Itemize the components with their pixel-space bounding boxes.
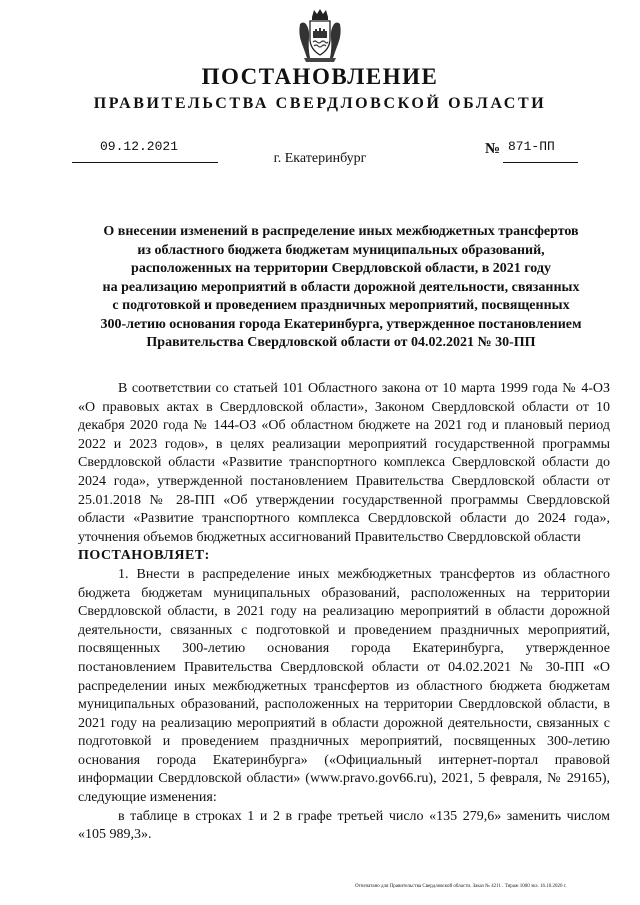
document-title: [78, 223, 604, 353]
title-line: расположенных на территории Свердловской области, в 2021 году: [131, 261, 551, 276]
number-sign: №: [485, 141, 501, 157]
city: г. Екатеринбург: [273, 151, 367, 166]
government-name: ПРАВИТЕЛЬСТВА СВЕРДЛОВСКОЙ ОБЛАСТИ: [93, 95, 547, 112]
change-paragraph: в таблице в строках 1 и 2 в графе третьей число «135 279,6» заменить числом «105 989,3».: [78, 808, 610, 843]
title-line: из областного бюджета бюджетам муниципальных образований,: [137, 242, 545, 258]
document-body: [78, 380, 610, 845]
resolves-heading: ПОСТАНОВЛЯЕТ:: [78, 548, 210, 564]
document-date: 09.12.2021: [100, 139, 179, 154]
title-line: с подготовкой и проведением праздничных мероприятий, посвященных: [112, 298, 570, 313]
document-type: ПОСТАНОВЛЕНИЕ: [201, 64, 439, 89]
title-line: 300-летию основания города Екатеринбурга, утвержденное постановлением: [100, 316, 582, 332]
print-note: Отпечатано для Правительства Свердловской области. Заказ № 4211 . Тираж 1000 экз. 16.10.2020 г.: [355, 884, 567, 889]
item-1-paragraph: 1. Внести в распределение иных межбюджетных трансфертов из областного бюджета бюджетам муниципальных образований, расположенных на территории Свердловской области, в 2021 году на реализацию мероприятий в области дорожной деятельности, связанных с подготовкой и проведением праздничных мероприятий, посвященных 300-летию основания города Екатеринбурга, утвержденное постановлением Правительства Свердловской области от 04.02.2021 № 30-ПП «О распределении иных межбюджетных трансфертов из областного бюджета бюджетам муниципальных образований, расположенных на территории Свердловской области, в 2021 году на реализацию мероприятий в области дорожной деятельности, связанных с подготовкой и проведением праздничных мероприятий, посвященных 300-летию основания города Екатеринбурга» («Официальный интернет-портал правовой информации Свердловской области» (www.pravo.gov66.ru), 2021, 5 февраля, № 29165), следующие изменения:: [78, 566, 610, 806]
title-line: О внесении изменений в распределение иных межбюджетных трансфертов: [103, 224, 579, 239]
title-line: на реализацию мероприятий в области дорожной деятельности, связанных: [102, 279, 580, 295]
title-line: Правительства Свердловской области от 04.02.2021 № 30-ПП: [146, 335, 536, 350]
coat-of-arms-icon: [297, 8, 343, 64]
document-number: 871-ПП: [508, 139, 555, 154]
preamble-paragraph: В соответствии со статьей 101 Областного закона от 10 марта 1999 года № 4-ОЗ «О правовых актах в Свердловской области», Законом Свердловской области от 10 декабря 2020 года № 144-ОЗ «Об областном бюджете на 2021 год и плановый период 2022 и 2023 годов», в целях реализации мероприятий государственной программы Свердловской области «Развитие транспортного комплекса Свердловской области до 2024 года», утвержденной постановлением Правительства Свердловской области от 25.01.2018 № 28-ПП «Об утверждении государственной программы Свердловской области «Развитие транспортного комплекса Свердловской области до 2024 года», уточнения объемов бюджетных ассигнований Правительство Свердловской области: [78, 381, 610, 545]
